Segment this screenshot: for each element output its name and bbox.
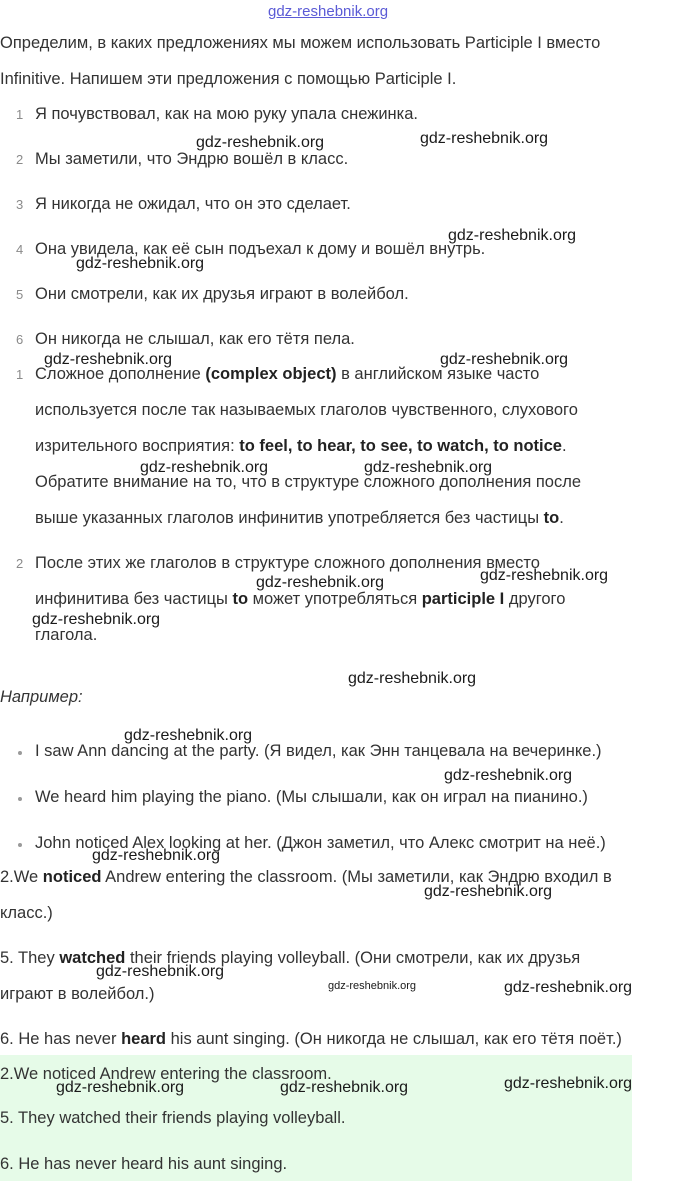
watermark: gdz-reshebnik.org	[424, 883, 553, 900]
watermark: gdz-reshebnik.org	[140, 459, 269, 476]
task-number: 1	[16, 107, 24, 122]
watermark: gdz-reshebnik.org	[420, 130, 549, 147]
watermark: gdz-reshebnik.org	[348, 670, 477, 687]
site-watermark-link[interactable]: gdz-reshebnik.org	[268, 3, 389, 20]
answer-2-cont: класс.)	[0, 904, 53, 922]
intro-line-1: Определим, в каких предложениях мы можем использовать Participle I вместо	[0, 34, 601, 52]
watermark: gdz-reshebnik.org	[76, 255, 205, 272]
watermark: gdz-reshebnik.org	[280, 1079, 409, 1096]
task-text: Он никогда не слышал, как его тётя пела.	[35, 330, 355, 348]
final-answer: 6. He has never heard his aunt singing.	[0, 1155, 288, 1173]
rule1-line-2: используется после так называемых глаголов чувственного, слухового	[35, 401, 578, 419]
task-number: 3	[16, 197, 24, 212]
rule2-line-1: После этих же глаголов в структуре сложного дополнения вместо	[35, 554, 540, 572]
task-text: Она увидела, как её сын подъехал к дому и вошёл внутрь.	[35, 240, 486, 258]
watermark: gdz-reshebnik.org	[440, 351, 569, 368]
rule2-line-2: инфинитива без частицы to может употребляться participle I другого	[35, 590, 566, 608]
example-item: John noticed Alex looking at her. (Джон заметил, что Алекс смотрит на неё.)	[35, 834, 606, 852]
watermark: gdz-reshebnik.org	[44, 351, 173, 368]
rule2-line-3: глагола.	[35, 626, 98, 644]
task-number: 5	[16, 287, 24, 302]
intro-line-2: Infinitive. Напишем эти предложения с помощью Participle I.	[0, 70, 457, 88]
watermark: gdz-reshebnik.org	[256, 574, 385, 591]
task-number: 4	[16, 242, 24, 257]
example-item: We heard him playing the piano. (Мы слышали, как он играл на пианино.)	[35, 788, 588, 806]
rule1-line-4: Обратите внимание на то, что в структуре сложного дополнения после	[35, 473, 582, 491]
watermark: gdz-reshebnik.org	[504, 979, 633, 996]
rule-number: 2	[16, 556, 24, 571]
task-text: Я никогда не ожидал, что он это сделает.	[35, 195, 351, 213]
bullet-icon	[18, 797, 22, 801]
watermark: gdz-reshebnik.org	[56, 1079, 185, 1096]
watermark: gdz-reshebnik.org	[480, 567, 609, 584]
watermark: gdz-reshebnik.org	[444, 767, 573, 784]
watermark: gdz-reshebnik.org	[196, 134, 325, 151]
watermark: gdz-reshebnik.org	[448, 227, 577, 244]
bullet-icon	[18, 751, 22, 755]
task-text: Они смотрели, как их друзья играют в волейбол.	[35, 285, 409, 303]
watermark: gdz-reshebnik.org	[92, 847, 221, 864]
rule1-line-3: изрительного восприятия: to feel, to hear, to see, to watch, to notice.	[35, 437, 567, 455]
example-item: I saw Ann dancing at the party. (Я видел, как Энн танцевала на вечеринке.)	[35, 742, 602, 760]
watermark: gdz-reshebnik.org	[32, 611, 161, 628]
example-label: Например:	[0, 688, 83, 706]
watermark: gdz-reshebnik.org	[504, 1075, 633, 1092]
rule1-line-5: выше указанных глаголов инфинитив употребляется без частицы to.	[35, 509, 564, 527]
watermark: gdz-reshebnik.org	[364, 459, 493, 476]
task-text: Я почувствовал, как на мою руку упала снежинка.	[35, 105, 418, 123]
answer-5: 5. They watched their friends playing volleyball. (Они смотрели, как их друзья	[0, 949, 581, 967]
answer-2: 2.We noticed Andrew entering the classroom. (Мы заметили, как Эндрю входил в	[0, 868, 612, 886]
final-answer: 2.We noticed Andrew entering the classroom.	[0, 1065, 332, 1083]
task-text: Мы заметили, что Эндрю вошёл в класс.	[35, 150, 349, 168]
rule-number: 1	[16, 367, 24, 382]
watermark: gdz-reshebnik.org	[328, 980, 417, 992]
task-number: 6	[16, 332, 24, 347]
answer-5-cont: играют в волейбол.)	[0, 985, 155, 1003]
rule1-line-1: Сложное дополнение (complex object) в английском языке часто	[35, 365, 540, 383]
final-answer: 5. They watched their friends playing volleyball.	[0, 1109, 346, 1127]
bullet-icon	[18, 843, 22, 847]
task-number: 2	[16, 152, 24, 167]
watermark: gdz-reshebnik.org	[96, 963, 225, 980]
watermark: gdz-reshebnik.org	[124, 727, 253, 744]
answer-6: 6. He has never heard his aunt singing. (Он никогда не слышал, как его тётя поёт.)	[0, 1030, 622, 1048]
